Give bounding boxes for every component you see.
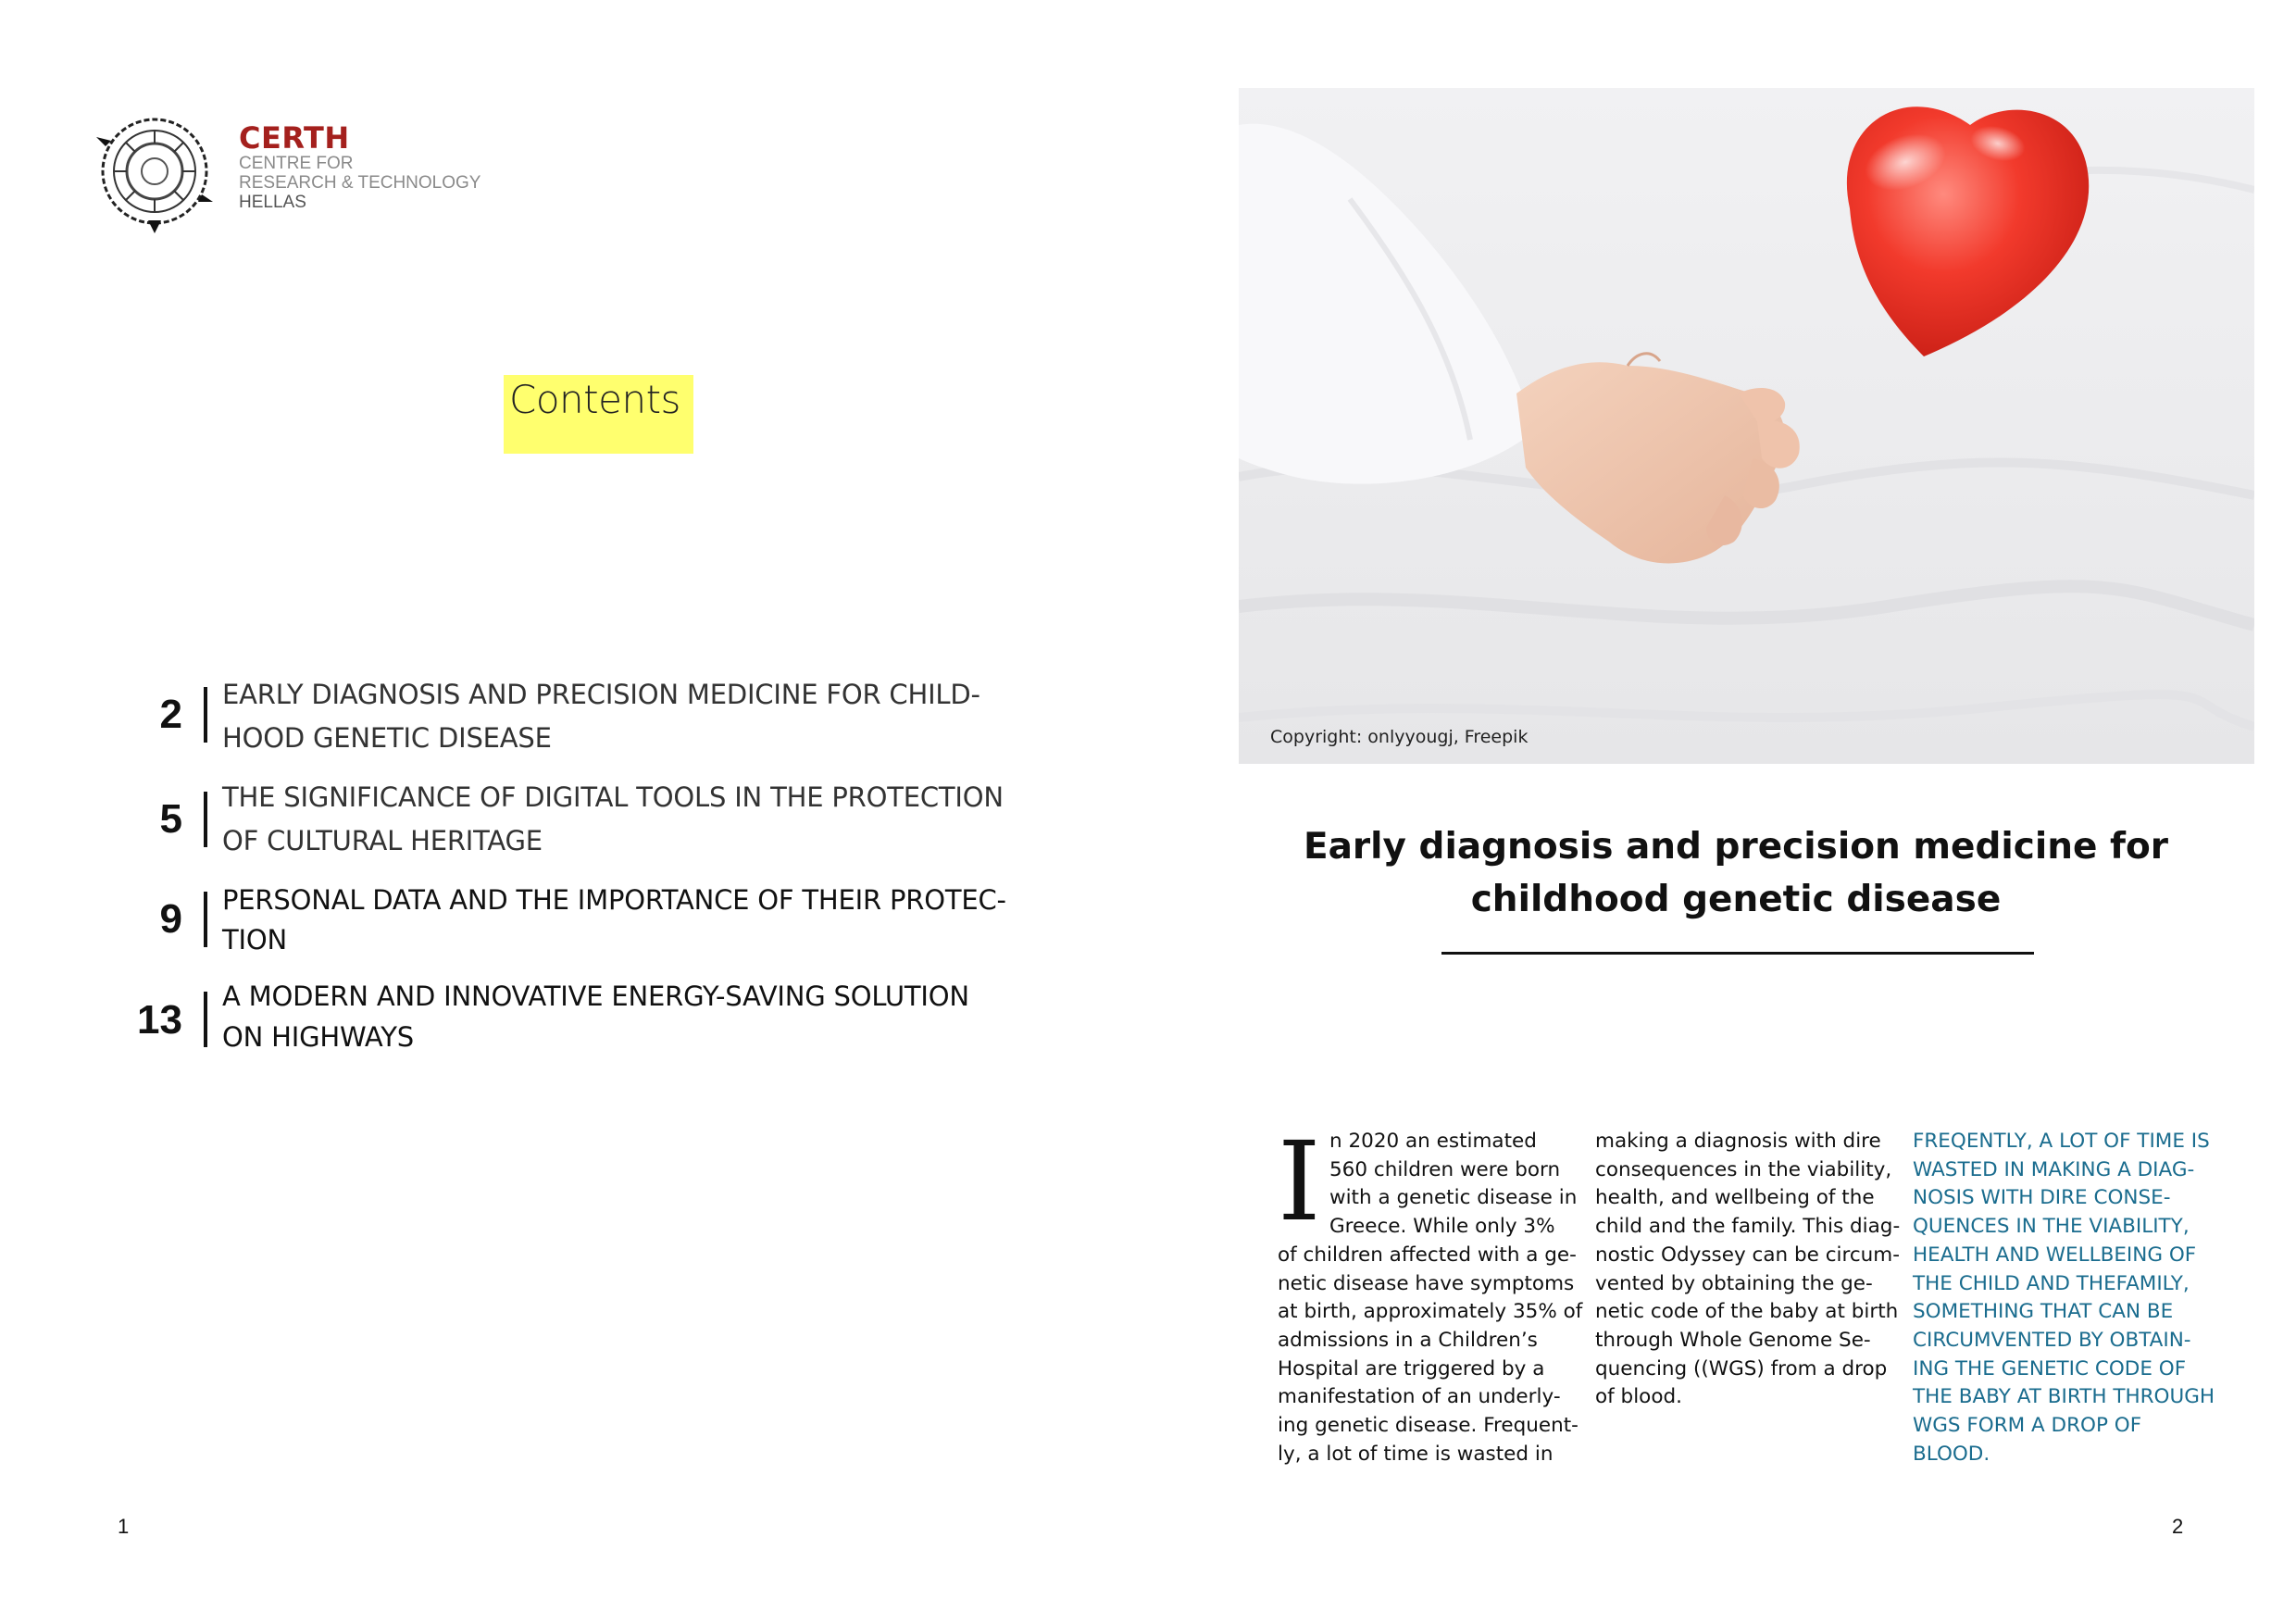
- article-title-line: Early diagnosis and precision medicine for: [1303, 826, 2169, 868]
- logo-name: CERTH: [239, 120, 350, 156]
- toc-divider: [204, 687, 207, 743]
- text-line: of blood.: [1595, 1385, 1682, 1409]
- pull-quote-line: FREQENTLY, A LOT OF TIME IS: [1913, 1130, 2210, 1153]
- baby-hand-heart-photo: [1239, 88, 2254, 764]
- pull-quote: [1913, 1128, 2227, 1468]
- pull-quote-line: THE BABY AT BIRTH THROUGH: [1913, 1385, 2215, 1409]
- pull-quote-line: WASTED IN MAKING A DIAG-: [1913, 1157, 2195, 1181]
- text-line: making a diagnosis with dire: [1595, 1130, 1881, 1153]
- toc-divider: [204, 792, 207, 847]
- contents-title: Contents: [509, 377, 680, 422]
- toc-page-number: 9: [159, 896, 182, 942]
- text-line: admissions in a Children’s: [1278, 1328, 1538, 1352]
- text-line: manifestation of an underly-: [1278, 1385, 1561, 1409]
- toc-page-number: 5: [159, 796, 182, 842]
- toc-page-number: 2: [159, 692, 182, 737]
- pull-quote-line: THE CHILD AND THEFAMILY,: [1913, 1271, 2190, 1295]
- certh-logo: [93, 109, 500, 234]
- contents-heading-highlight: [504, 375, 693, 454]
- pull-quote-line: BLOOD.: [1913, 1442, 1990, 1466]
- pull-quote-line: SOMETHING THAT CAN BE: [1913, 1300, 2174, 1324]
- text-line: Hospital are triggered by a: [1278, 1356, 1545, 1380]
- toc-line: HOOD GENETIC DISEASE: [222, 722, 552, 754]
- text-line: ing genetic disease. Frequent-: [1278, 1414, 1578, 1438]
- pull-quote-line: NOSIS WITH DIRE CONSE-: [1913, 1186, 2171, 1210]
- logo-line-2: RESEARCH & TECHNOLOGY: [239, 173, 481, 193]
- text-line: 560 children were born: [1329, 1157, 1561, 1181]
- toc-line: ON HIGHWAYS: [222, 1021, 414, 1053]
- text-line: with a genetic disease in: [1329, 1186, 1578, 1210]
- toc-line: THE SIGNIFICANCE OF DIGITAL TOOLS IN THE PROTECTION: [222, 781, 1004, 813]
- pull-quote-line: WGS FORM A DROP OF: [1913, 1414, 2142, 1438]
- photo-illustration: [1239, 88, 2254, 764]
- article-column-1: [1278, 1118, 1583, 1468]
- logo-line-3: HELLAS: [239, 193, 306, 212]
- toc-line: OF CULTURAL HERITAGE: [222, 825, 543, 856]
- drop-cap: I: [1278, 1118, 1321, 1245]
- pull-quote-line: ING THE GENETIC CODE OF: [1913, 1356, 2187, 1380]
- text-line: at birth, approximately 35% of: [1278, 1300, 1583, 1324]
- toc-line: EARLY DIAGNOSIS AND PRECISION MEDICINE FOR CHILD-: [222, 679, 980, 710]
- text-line: vented by obtaining the ge-: [1595, 1271, 1873, 1295]
- toc-divider: [204, 992, 207, 1047]
- text-line: netic disease have symptoms: [1278, 1271, 1575, 1295]
- certh-emblem-icon: [93, 109, 218, 234]
- toc-line: PERSONAL DATA AND THE IMPORTANCE OF THEIR PROTEC-: [222, 884, 1006, 916]
- text-line: child and the family. This diag-: [1595, 1215, 1901, 1239]
- page-number-left: 1: [118, 1515, 130, 1538]
- toc-line: TION: [222, 924, 287, 956]
- article-title: [1292, 820, 2180, 926]
- toc-page-number: 13: [137, 997, 182, 1043]
- pull-quote-line: HEALTH AND WELLBEING OF: [1913, 1243, 2197, 1267]
- text-line: health, and wellbeing of the: [1595, 1186, 1875, 1210]
- toc-line: A MODERN AND INNOVATIVE ENERGY-SAVING SOLUTION: [222, 981, 969, 1012]
- toc-divider: [204, 892, 207, 947]
- text-line: netic code of the baby at birth: [1595, 1300, 1899, 1324]
- pull-quote-line: CIRCUMVENTED BY OBTAIN-: [1913, 1328, 2191, 1352]
- text-line: quencing ((WGS) from a drop: [1595, 1356, 1888, 1380]
- text-line: nostic Odyssey can be circum-: [1595, 1243, 1900, 1267]
- article-title-line: childhood genetic disease: [1470, 879, 2002, 920]
- text-line: ly, a lot of time is wasted in: [1278, 1442, 1554, 1466]
- page-number-right: 2: [2172, 1515, 2184, 1538]
- pull-quote-line: QUENCES IN THE VIABILITY,: [1913, 1215, 2190, 1239]
- title-underline: [1441, 952, 2034, 955]
- text-line: Greece. While only 3%: [1329, 1215, 1555, 1239]
- article-column-2: [1595, 1128, 1901, 1412]
- text-line: of children affected with a ge-: [1278, 1243, 1577, 1267]
- photo-copyright: Copyright: onlyyougj, Freepik: [1270, 727, 1529, 747]
- logo-line-1: CENTRE FOR: [239, 154, 354, 173]
- text-line: through Whole Genome Se-: [1595, 1328, 1871, 1352]
- text-line: consequences in the viability,: [1595, 1157, 1892, 1181]
- text-line: n 2020 an estimated: [1329, 1130, 1537, 1153]
